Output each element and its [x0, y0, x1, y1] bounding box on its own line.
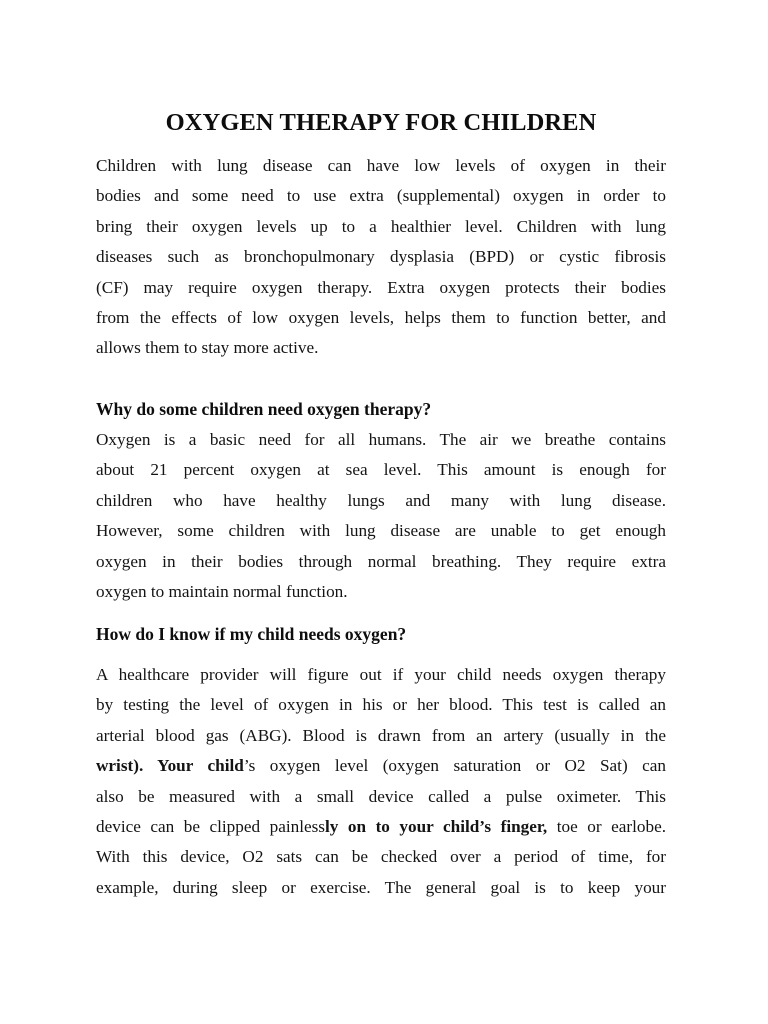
text-line: oxygen to maintain normal function. — [96, 582, 348, 602]
text-line: With this device, O2 sats can be checked over a period of time, for — [96, 847, 666, 867]
text-line: bodies and some need to use extra (supplemental) oxygen in order to — [96, 186, 666, 206]
section-heading-how: How do I know if my child needs oxygen? — [96, 624, 407, 644]
text-line: arterial blood gas (ABG). Blood is drawn from an artery (usually in the — [96, 725, 666, 745]
text-line: by testing the level of oxygen in his or her blood. This test is called an — [96, 695, 666, 715]
text-line: bring their oxygen levels up to a healthier level. Children with lung — [96, 216, 666, 236]
text-line: example, during sleep or exercise. The general goal is to keep your — [96, 877, 666, 897]
intro-paragraph — [96, 151, 666, 364]
text-span: toe or earlobe. — [547, 817, 666, 837]
document-title: OXYGEN THERAPY FOR CHILDREN — [165, 109, 597, 136]
text-line: (CF) may require oxygen therapy. Extra oxygen protects their bodies — [96, 277, 666, 297]
bold-text: ly on to your child’s finger, — [325, 817, 548, 837]
section-paragraph-why — [96, 425, 666, 607]
text-span: device can be clipped painless — [96, 817, 325, 837]
text-line: Oxygen is a basic need for all humans. The air we breathe contains — [96, 430, 666, 449]
section-heading-why: Why do some children need oxygen therapy? — [96, 399, 432, 419]
text-line — [96, 812, 666, 842]
text-line: about 21 percent oxygen at sea level. This amount is enough for — [96, 460, 666, 480]
bold-text: wrist). Your child — [96, 756, 244, 776]
text-line: A healthcare provider will figure out if your child needs oxygen therapy — [96, 665, 666, 684]
text-line: children who have healthy lungs and many with lung disease. — [96, 490, 666, 510]
section-paragraph-how — [96, 660, 666, 903]
text-line: oxygen in their bodies through normal breathing. They require extra — [96, 551, 666, 571]
text-line: Children with lung disease can have low levels of oxygen in their — [96, 156, 666, 175]
text-line: from the effects of low oxygen levels, helps them to function better, and — [96, 308, 666, 328]
text-line: also be measured with a small device called a pulse oximeter. This — [96, 786, 666, 806]
text-line — [96, 751, 666, 781]
text-span: ’s oxygen level (oxygen saturation or O2 Sat) can — [243, 756, 666, 776]
text-line: However, some children with lung disease are unable to get enough — [96, 521, 666, 541]
text-line: allows them to stay more active. — [96, 338, 319, 358]
text-line: diseases such as bronchopulmonary dysplasia (BPD) or cystic fibrosis — [96, 247, 666, 267]
